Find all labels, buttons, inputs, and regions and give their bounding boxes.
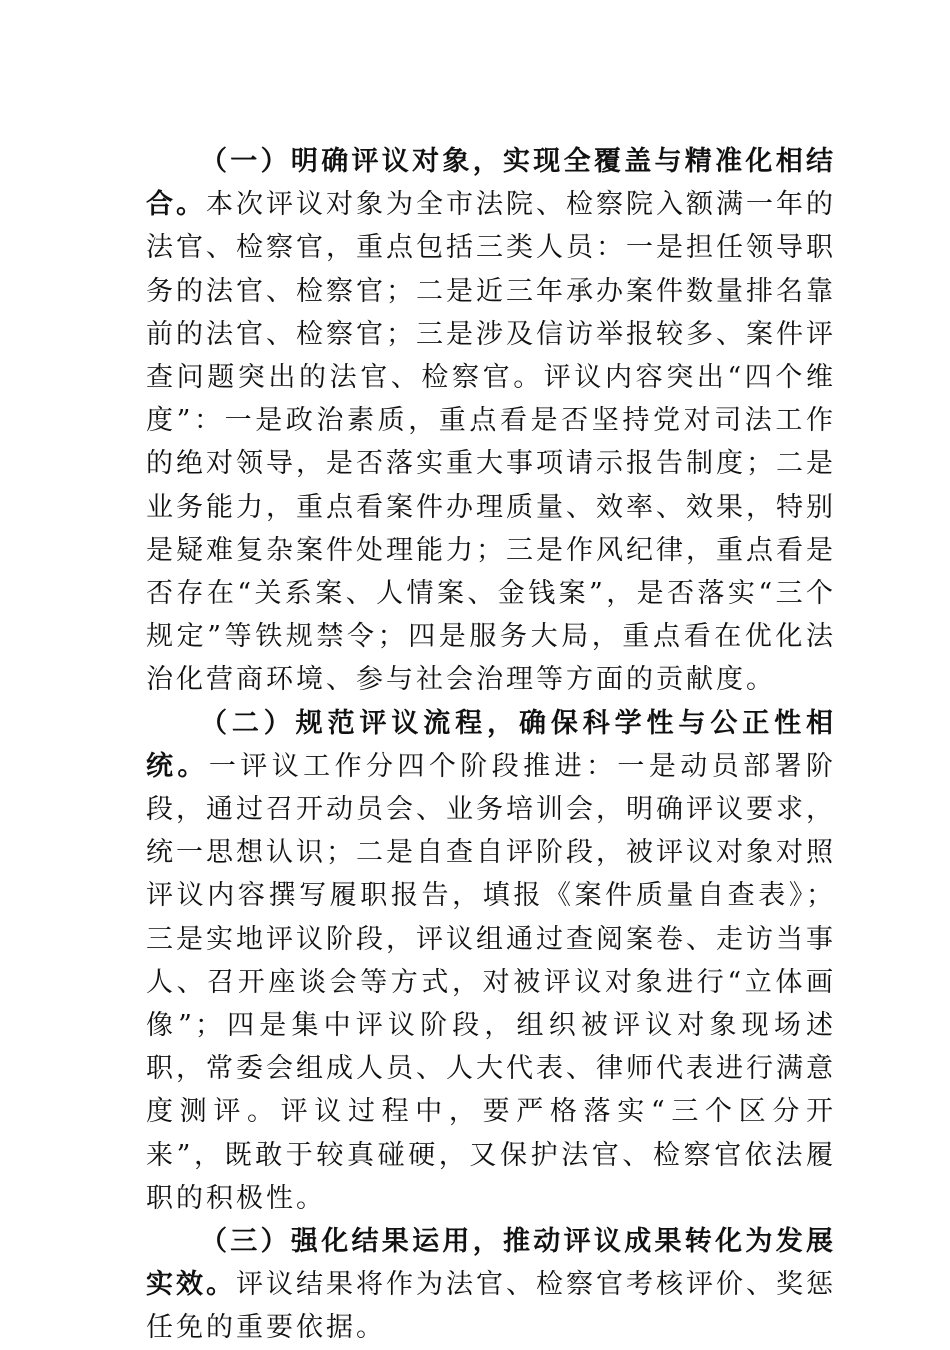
paragraph-2: [146, 702, 836, 1220]
paragraph-1-body: 本次评议对象为全市法院、检察院入额满一年的法官、检察官，重点包括三类人员：一是担任领导职务的法官、检察官；二是近三年承办案件数量排名靠前的法官、检察官；三是涉及信访举报较多、案件评查问题突出的法官、检察官。评议内容突出“四个维度”：一是政治素质，重点看是否坚持党对司法工作的绝对领导，是否落实重大事项请示报告制度；二是业务能力，重点看案件办理质量、效率、效果，特别是疑难复杂案件处理能力；三是作风纪律，重点看是否存在“关系案、人情案、金钱案”，是否落实“三个规定”等铁规禁令；四是服务大局，重点看在优化法治化营商环境、参与社会治理等方面的贡献度。: [146, 189, 836, 696]
paragraph-2-body: 一评议工作分四个阶段推进：一是动员部署阶段，通过召开动员会、业务培训会，明确评议要求，统一思想认识；二是自查自评阶段，被评议对象对照评议内容撰写履职报告，填报《案件质量自查表》；三是实地评议阶段，评议组通过查阅案卷、走访当事人、召开座谈会等方式，对被评议对象进行“立体画像”；四是集中评议阶段，组织被评议对象现场述职，常委会组成人员、人大代表、律师代表进行满意度测评。评议过程中，要严格落实“三个区分开来”，既敢于较真碰硬，又保护法官、检察官依法履职的积极性。: [146, 750, 837, 1214]
paragraph-1: [146, 140, 836, 702]
document-page: [146, 140, 836, 1350]
paragraph-1-heading: （一）明确评议对象，实现全覆盖与精准化相结合。: [146, 146, 836, 221]
paragraph-2-heading: （二）规范评议流程，确保科学性与公正性相统。: [146, 707, 836, 782]
paragraph-3-heading: （三）强化结果运用，推动评议成果转化为发展实效。: [146, 1226, 836, 1301]
paragraph-3: [146, 1220, 836, 1350]
paragraph-3-body: 评议结果将作为法官、检察官考核评价、奖惩任免的重要依据。: [146, 1269, 836, 1344]
